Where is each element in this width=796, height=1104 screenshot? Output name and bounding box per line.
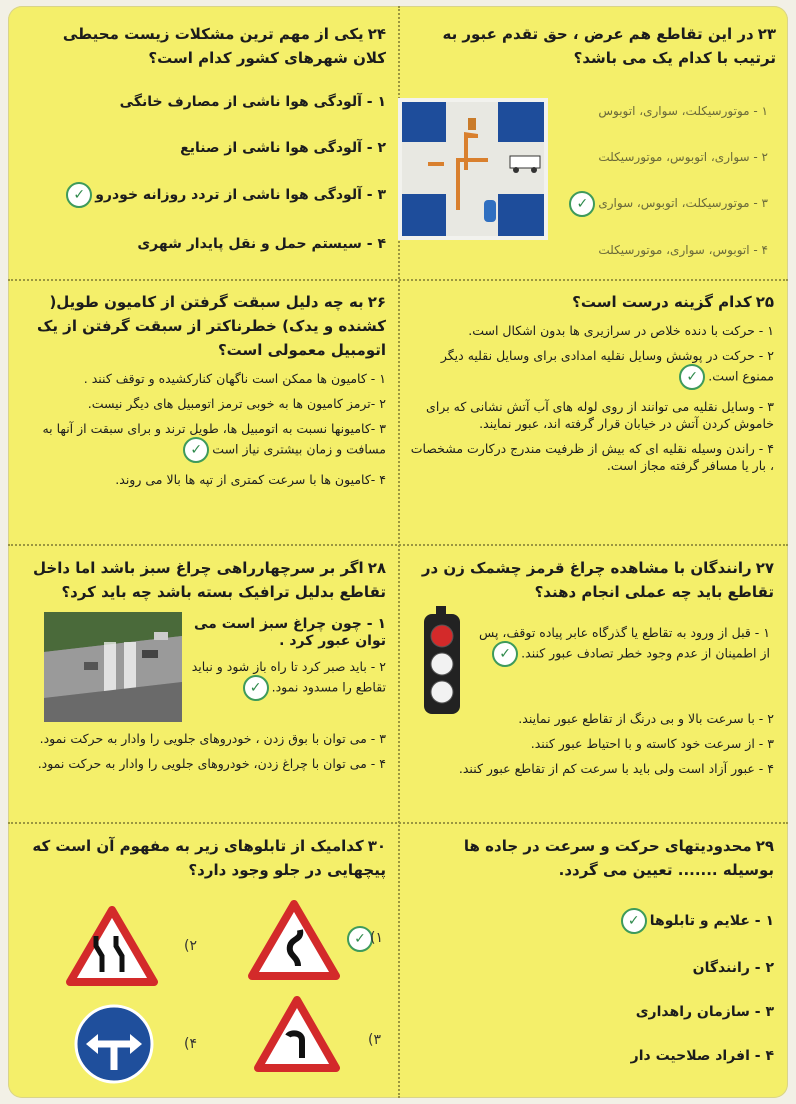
question-text: ۲۸اگر بر سرچهارراهی چراغ سبز باشد اما داخل تقاطع بدلیل ترافیک بسته باشد چه باید کرد؟	[33, 559, 386, 601]
question-text: ۲۳در این تقاطع هم عرض ، حق تقدم عبور به ترتیب با کدام یک می باشد؟	[442, 25, 776, 67]
correct-check-icon: ✓	[679, 364, 705, 390]
traffic-jam-photo	[44, 612, 182, 722]
correct-check-icon: ✓	[621, 908, 647, 934]
correct-check-icon: ✓	[243, 675, 269, 701]
option-3[interactable]: ۳ -کامیونها نسبت به اتومبیل ها، طویل ترند و برای سبقت از آنها به مسافت و زمان بیشتری نیاز است✓	[26, 420, 386, 463]
question-29	[408, 834, 774, 1066]
option-3[interactable]: ۳ - موتورسیکلت، اتوبوس، سواری✓	[556, 190, 768, 217]
option-2[interactable]: ۲ - با سرعت بالا و بی درنگ از تقاطع عبور نمایند.	[518, 711, 774, 726]
winding-road-sign[interactable]	[248, 900, 340, 980]
option-1[interactable]: ۱ - حرکت با دنده خلاص در سرازیری ها بدون اشکال است.	[468, 323, 774, 338]
option-2[interactable]: ۲ -ترمز کامیون ها به خوبی ترمز اتومبیل های دیگر نیست.	[87, 396, 386, 411]
double-bend-sign[interactable]	[66, 906, 158, 986]
q28-options-rest	[26, 722, 386, 772]
option-2[interactable]: ۲ - آلودگی هوا ناشی از صنایع	[180, 140, 386, 156]
option-2[interactable]: ۲ - باید صبر کرد تا راه باز شود و نباید تقاطع را مسدود نمود.✓	[188, 658, 386, 701]
option-1[interactable]: ۱ - چون چراغ سبز است می توان عبور کرد .	[194, 616, 386, 649]
question-27	[408, 556, 774, 604]
question-23	[404, 22, 776, 70]
option-1[interactable]: ۱ - کامیون ها ممکن است ناگهان کنارکشیده و توقف کنند .	[83, 371, 386, 386]
question-text: ۲۶به چه دلیل سبقت گرفتن از کامیون طویل( کشنده و یدک) خطرناکتر از سبقت گرفتن از یک اتومبیل معمولی است؟	[36, 293, 386, 359]
question-text: ۲۵کدام گزینه درست است؟	[572, 293, 774, 311]
option-4[interactable]: ۴ - عبور آزاد است ولی باید با سرعت کم از تقاطع عبور کنند.	[458, 761, 774, 776]
question-30	[26, 834, 386, 882]
question-28	[26, 556, 386, 604]
left-curve-sign[interactable]	[254, 996, 340, 1072]
option-2[interactable]: ۲ - سواری، اتوبوس، موتورسیکلت	[598, 150, 768, 164]
question-25	[408, 290, 774, 474]
sign-label-4: (۴	[184, 1036, 197, 1052]
option-4[interactable]: ۴ - می توان با چراغ زدن، خودروهای جلویی را وادار به حرکت نمود.	[37, 756, 386, 771]
sign-label-1: (۱	[370, 930, 383, 946]
option-1[interactable]: ۱ - قبل از ورود به تقاطع یا گذرگاه عابر پیاده توقف، پس از اطمینان از عدم وجود خطر تصادف عبور کنند.✓	[470, 624, 770, 667]
row-divider	[8, 822, 788, 825]
option-3[interactable]: ۳ - از سرعت خود کاسته و با احتیاط عبور کنند.	[530, 736, 774, 751]
question-text: ۳۰کدامیک از تابلوهای زیر به مفهوم آن است که پیچهایی در جلو وجود دارد؟	[32, 837, 386, 879]
row-divider	[8, 544, 788, 547]
question-text: ۲۹محدودیتهای حرکت و سرعت در جاده ها بوسیله ....... تعیین می گردد.	[463, 837, 774, 879]
question-24	[26, 22, 386, 254]
quiz-sheet	[8, 6, 788, 1098]
row-divider	[8, 279, 788, 282]
option-3[interactable]: ۳ - سازمان راهداری	[635, 1004, 774, 1020]
option-2[interactable]: ۲ - رانندگان	[692, 960, 774, 976]
sign-label-3: (۳	[368, 1032, 381, 1048]
option-3[interactable]: ۳ - آلودگی هوا ناشی از تردد روزانه خودرو✓	[26, 182, 386, 208]
option-1[interactable]: ۱ - موتورسیکلت، سواری، اتوبوس	[598, 104, 768, 118]
option-4[interactable]: ۴ - سیستم حمل و نقل پایدار شهری	[137, 236, 386, 252]
q27-options	[470, 624, 770, 667]
option-1[interactable]: ۱ - آلودگی هوا ناشی از مصارف خانگی	[119, 94, 386, 110]
option-4[interactable]: ۴ - اتوبوس، سواری، موتورسیکلت	[598, 242, 768, 257]
correct-check-icon: ✓	[66, 182, 92, 208]
option-1[interactable]: ۱ - علایم و تابلوها✓	[408, 908, 774, 934]
option-4[interactable]: ۴ -کامیون ها با سرعت کمتری از تپه ها بالا می روند.	[115, 472, 386, 487]
option-3[interactable]: ۳ - وسایل نقلیه می توانند از روی لوله های آب آتش نشانی که برای خاموش کردن آتش در خیابان قرار گرفته اند، عبور نمایند.	[426, 399, 774, 431]
correct-check-icon: ✓	[183, 437, 209, 463]
correct-check-icon: ✓	[347, 926, 373, 952]
sign-label-2: (۲	[184, 938, 197, 954]
correct-check-icon: ✓	[492, 641, 518, 667]
question-26	[26, 290, 386, 488]
question-text: ۲۴یکی از مهم ترین مشکلات زیست محیطی کلان شهرهای کشور کدام است؟	[62, 25, 386, 67]
option-4[interactable]: ۴ - افراد صلاحیت دار	[630, 1048, 774, 1064]
q28-options-side	[188, 616, 386, 701]
turn-left-or-right-sign[interactable]	[70, 1000, 158, 1088]
option-2[interactable]: ۲ - حرکت در پوشش وسایل نقلیه امدادی برای وسایل نقلیه دیگر ممنوع است.✓	[408, 347, 774, 390]
q27-options-rest	[408, 702, 774, 777]
correct-check-icon: ✓	[569, 191, 595, 217]
intersection-illustration	[398, 98, 548, 240]
q23-options	[556, 98, 768, 263]
option-3[interactable]: ۳ - می توان با بوق زدن ، خودروهای جلویی را وادار به حرکت نمود.	[39, 731, 386, 746]
option-4[interactable]: ۴ - راندن وسیله نقلیه ای که بیش از ظرفیت مندرج درکارت مشخصات ، بار یا مسافر گرفته مجاز است.	[410, 441, 774, 473]
question-text: ۲۷رانندگان با مشاهده چراغ قرمز چشمک زن در تقاطع باید چه عملی انجام دهند؟	[421, 559, 774, 601]
